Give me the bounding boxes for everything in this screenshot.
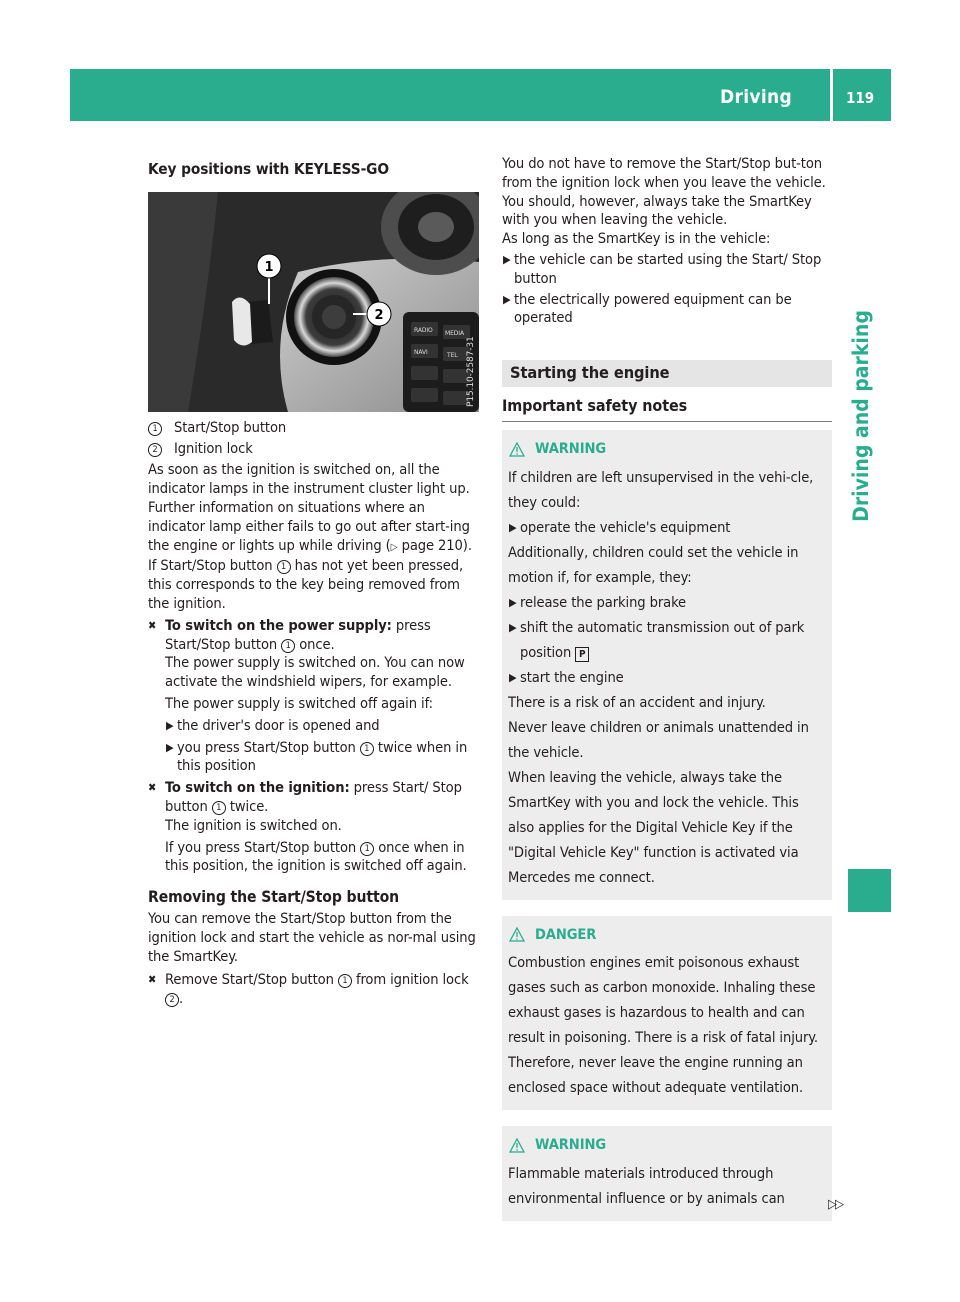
warning-icon [509, 927, 525, 942]
paragraph: You can remove the Start/Stop button from the ignition lock and start the vehicle as nor-mal using the SmartKey. [148, 909, 476, 965]
callout-1: 1 [264, 259, 274, 275]
key-tel: TEL [447, 351, 458, 359]
key-radio: RADIO [414, 326, 433, 334]
section-heading-box [502, 360, 832, 387]
warning-title: WARNING [535, 439, 607, 457]
instruction-step: ✖ To switch on the power supply: press Start/Stop button 1 once. The power supply is switched on. You can now activate the windshield wipers, for example. The power supply is switched off again if: [148, 616, 465, 712]
list-item: ▶ the electrically powered equipment can be operated [503, 290, 792, 327]
paragraph: As soon as the ignition is switched on, all the indicator lamps in the instrument cluster light up. Further information on situations where an indicator lamp either fails to go out after start-ing the engine or lights up while driving (▷ page 210). [148, 461, 472, 554]
warning-title: WARNING [535, 1136, 607, 1154]
warning-box: WARNING Flammable materials introduced through environmental influence or by animals can [502, 1126, 832, 1221]
bullet-icon: ▶ [509, 595, 517, 609]
warning-icon [509, 1138, 525, 1153]
danger-title: DANGER [535, 925, 597, 943]
right-column [502, 155, 832, 1221]
header-separator [830, 69, 833, 121]
bullet-icon: ▶ [166, 740, 174, 754]
legend-item: 2 Ignition lock [148, 440, 478, 459]
paragraph: You do not have to remove the Start/Stop but-ton from the ignition lock when you leave the vehicle. You should, however, always take the SmartKey with you when leaving the vehicle. [502, 155, 826, 229]
list-item: ▶ the driver's door is opened and [166, 716, 380, 734]
park-position-icon: P [575, 647, 589, 662]
danger-box: DANGER Combustion engines emit poisonous exhaust gases such as carbon monoxide. Inhaling these exhaust gases is hazardous to health and can result in poisoning. There is a risk of fatal injury. Therefore, never leave the engine running an enclosed space without adequate ventilation. [502, 916, 832, 1111]
subheading: Removing the Start/Stop button [148, 888, 400, 907]
section-heading: Key positions with KEYLESS-GO [148, 160, 389, 178]
key-media: MEDIA [445, 329, 464, 337]
list-item: ▶ you press Start/Stop button 1 twice when in this position [166, 738, 468, 775]
callout-2: 2 [374, 307, 384, 323]
chapter-title: Driving [720, 86, 792, 108]
legend-item: 1 Start/Stop button [148, 419, 478, 438]
instruction-step: ✖ Remove Start/Stop button 1 from ignition lock 2 . [148, 971, 469, 1008]
list-item: ▶ shift the automatic transmission out of park position P [508, 615, 826, 665]
side-tab-marker [848, 869, 891, 912]
warning-box: WARNING If children are left unsupervised in the vehi-cle, they could: ▶ operate the vehicle's equipment Additionally, children could set the vehicle in motion if, for example, they: ▶ release the parking brake ▶ shift the automatic transmission out of park position P ▶ start the engine There is a risk of an accident and injury. Never leave children or animals unattended in the vehicle. When leaving the vehicle, always take the SmartKey with you and lock the vehicle. This also applies for the Digital Vehicle Key if the "Digital Vehicle Key" function is activated via Mercedes me connect. [502, 430, 832, 900]
bullet-icon: ▶ [503, 292, 511, 306]
legend-text: Ignition lock [174, 439, 253, 457]
ignition-photo [148, 192, 479, 412]
warning-icon [509, 442, 525, 457]
bullet-icon: ▶ [509, 620, 517, 634]
legend-text: Start/Stop button [174, 418, 287, 436]
arrow-icon: ✖ [148, 973, 157, 987]
paragraph: As long as the SmartKey is in the vehicle: [502, 230, 771, 248]
continue-icon: ▷▷ [828, 1197, 842, 1212]
arrow-icon: ✖ [148, 618, 157, 632]
bullet-icon: ▶ [509, 670, 517, 684]
figure-code: P15.10-2587-31 [466, 336, 476, 407]
section-heading: Starting the engine [510, 363, 670, 383]
bullet-icon: ▶ [509, 520, 517, 534]
instruction-step: ✖ To switch on the ignition: press Start/ Stop button 1 twice. The ignition is switched on. If you press Start/Stop button 1 once when in this position, the ignition is switched off again. [148, 779, 467, 875]
arrow-icon: ✖ [148, 781, 157, 795]
list-item: ▶ start the engine [508, 665, 826, 690]
bullet-icon: ▶ [166, 718, 174, 732]
left-column [148, 160, 478, 1009]
side-chapter-label: Driving and parking [849, 310, 873, 522]
paragraph: If Start/Stop button 1 has not yet been pressed, this corresponds to the key being removed from the ignition. [148, 557, 464, 612]
divider [502, 421, 832, 422]
list-item: ▶ the vehicle can be started using the Start/ Stop button [503, 250, 822, 287]
key-navi: NAVI [414, 348, 428, 356]
list-item: ▶ release the parking brake [508, 590, 826, 615]
page-number: 119 [846, 89, 875, 107]
subheading: Important safety notes [502, 395, 688, 415]
ignition-figure [148, 192, 479, 412]
bullet-icon: ▶ [503, 252, 511, 266]
list-item: ▶ operate the vehicle's equipment [508, 515, 826, 540]
